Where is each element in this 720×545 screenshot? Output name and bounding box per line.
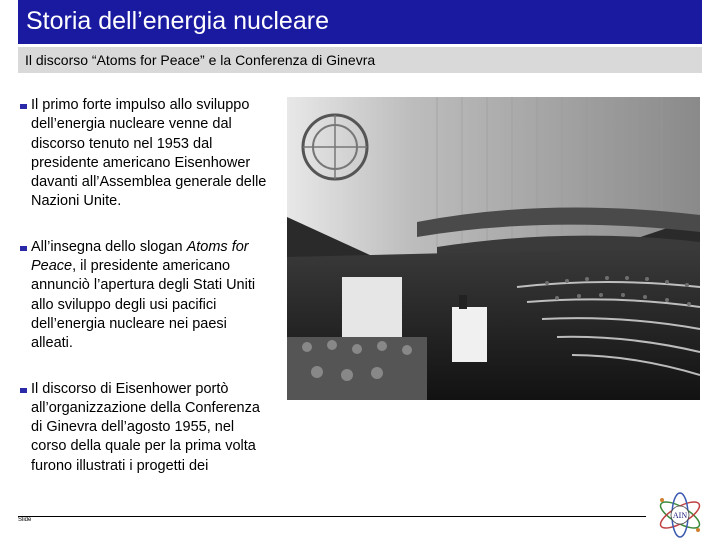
bullet-square-icon: [20, 104, 27, 109]
photo-illustration: [287, 97, 700, 400]
footer-rule: [18, 516, 646, 517]
bullet-text-3: Il discorso di Eisenhower portò all’organizzazione della Conferenza di Ginevra dell’agosto 1955, nel corso della quale per la prima volta furono illustrati i progetti dei: [31, 380, 260, 474]
ain-logo: [652, 488, 708, 540]
bullet-item-3: [20, 380, 270, 476]
slide-subtitle: Il discorso “Atoms for Peace” e la Conferenza di Ginevra: [25, 52, 376, 68]
bullet-square-icon: [20, 388, 27, 393]
slide-number-label: Slide: [18, 517, 32, 523]
bullet-item-1: [20, 96, 270, 212]
bullet-text-1: Il primo forte impulso allo sviluppo dell’energia nucleare venne dal discorso tenuto nel 1953 dal presidente americano Eisenhower davanti all’Assemblea generale delle Nazioni Unite.: [31, 97, 267, 210]
title-bar: [18, 0, 702, 44]
un-general-assembly-photo: [287, 97, 700, 400]
bullet-text-2a: All’insegna dello slogan: [31, 238, 187, 255]
subtitle-bar: [18, 47, 702, 73]
slide-title: Storia dell’energia nucleare: [26, 7, 329, 35]
bullet-square-icon: [20, 246, 27, 251]
atom-logo-icon: [652, 488, 708, 540]
bullet-text-2b: , il presidente americano annunciò l’apertura degli Stati Uniti allo sviluppo degli usi pacifici dell’energia nucleare nei paesi alleati.: [31, 258, 256, 352]
bullet-list: [20, 96, 270, 502]
bullet-item-2: [20, 238, 270, 354]
logo-text: AIN: [672, 511, 688, 520]
bullet-slogan: Atoms for Peace: [31, 238, 249, 275]
